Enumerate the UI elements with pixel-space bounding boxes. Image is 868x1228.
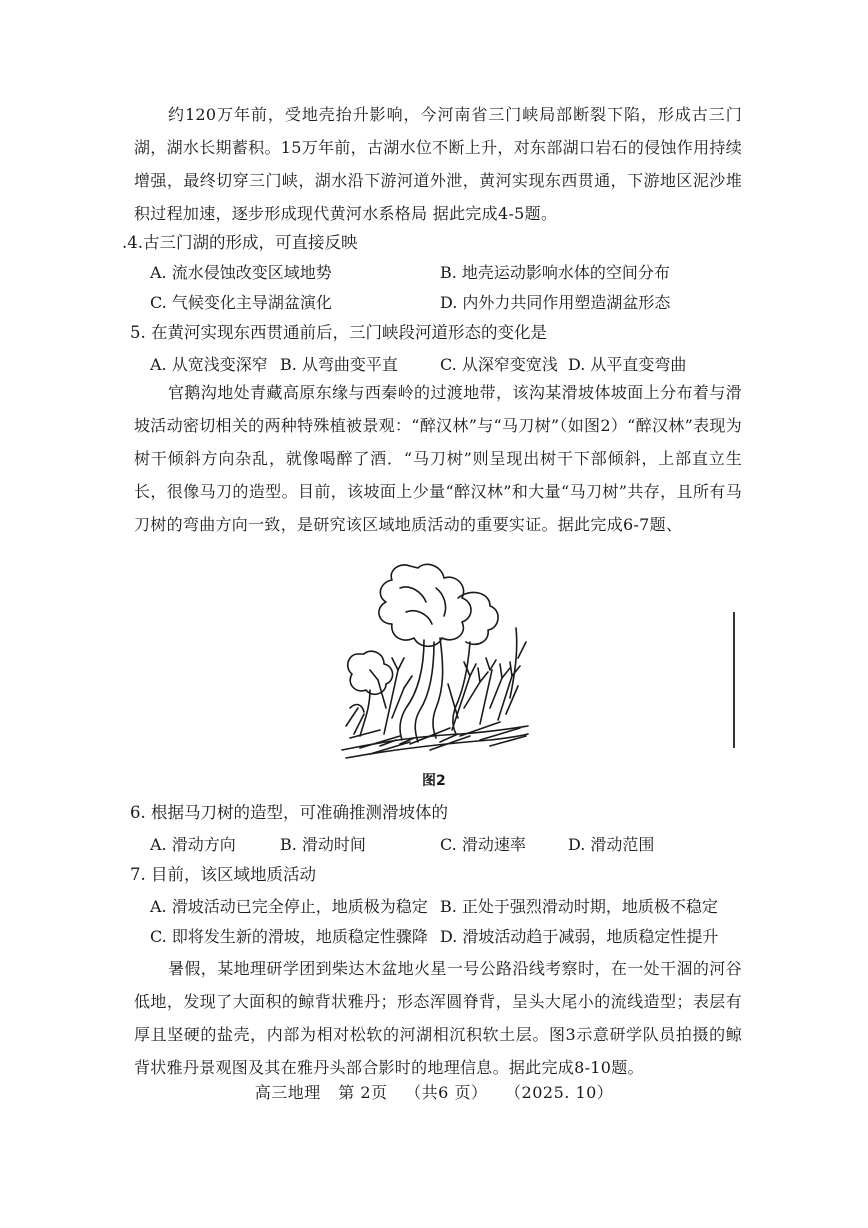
footer-date: （2025. 10） (505, 1083, 614, 1102)
question-5-option-b[interactable]: B. 从弯曲变平直 (280, 355, 398, 374)
passage-sanmen-lake: 约120万年前，受地壳抬升影响，今河南省三门峡局部断裂下陷，形成古三门湖，湖水长期蓄积。15万年前，古湖水位不断上升，对东部湖口岩石的侵蚀作用持续增强，最终切穿三门峡，湖水沿下游河道外泄，黄河实现东西贯通，下游地区泥沙堆积过程加速，逐步形成现代黄河水系格局 据此完成4-5题。 (134, 105, 742, 223)
question-4-option-a[interactable]: A. 流水侵蚀改变区域地势 (150, 263, 332, 282)
question-5-option-c[interactable]: C. 从深窄变宽浅 (440, 355, 558, 374)
question-4-option-b[interactable]: B. 地壳运动影响水体的空间分布 (440, 263, 670, 282)
question-7-option-b[interactable]: B. 正处于强烈滑动时期，地质极不稳定 (440, 897, 718, 916)
passage-landslide-vegetation: 官鹅沟地处青藏高原东缘与西秦岭的过渡地带，该沟某滑坡体坡面上分布着与滑坡活动密切相关的两种特殊植被景观：“醉汉林”与“马刀树”（如图2）“醉汉林”表现为树干倾斜方向杂乱，就像喝醉了酒．“马刀树”则呈现出树干下部倾斜，上部直立生长，很像马刀的造型。目前，该坡面上少量“醉汉林”和大量“马刀树”共存，且所有马刀树的弯曲方向一致，是研究该区域地质活动的重要实证。据此完成6-7题、 (134, 383, 742, 534)
question-4-option-c[interactable]: C. 气候变化主导湖盆演化 (150, 293, 332, 312)
passage-yardang: 暑假，某地理研学团到柴达木盆地火星一号公路沿线考察时，在一处干涸的河谷低地，发现了大面积的鲸背状雅丹；形态浑圆脊背，呈头大尾小的流线造型；表层有厚且坚硬的盐壳，内部为相对松软的河湖相沉积软土层。图3示意研学队员拍摄的鲸背状雅丹景观图及其在雅丹头部合影时的地理信息。据此完成8-10题。 (134, 959, 742, 1077)
question-4-stem: .4.古三门湖的形成，可直接反映 (122, 233, 358, 252)
question-7-option-a[interactable]: A. 滑坡活动已完全停止，地质极为稳定 (150, 897, 428, 916)
question-6-option-a[interactable]: A. 滑动方向 (150, 835, 236, 854)
footer-total-pages: （共6 页） (405, 1083, 488, 1102)
question-7-stem: 7. 目前，该区域地质活动 (130, 865, 316, 884)
footer-page-number: 第 2页 (338, 1083, 388, 1102)
question-6-option-d[interactable]: D. 滑动范围 (568, 835, 655, 854)
question-6-stem: 6. 根据马刀树的造型，可准确推测滑坡体的 (130, 803, 448, 822)
question-5-option-a[interactable]: A. 从宽浅变深窄 (150, 355, 268, 374)
scan-edge-mark (733, 612, 735, 748)
question-5-option-d[interactable]: D. 从平直变弯曲 (568, 355, 687, 374)
question-6-option-c[interactable]: C. 滑动速率 (440, 835, 526, 854)
question-6-option-b[interactable]: B. 滑动时间 (280, 835, 366, 854)
figure-2-caption: 图2 (422, 773, 446, 789)
question-4-option-d[interactable]: D. 内外力共同作用塑造湖盆形态 (440, 293, 671, 312)
question-7-option-c[interactable]: C. 即将发生新的滑坡，地质稳定性骤降 (150, 927, 428, 946)
question-5-stem: 5. 在黄河实现东西贯通前后，三门峡段河道形态的变化是 (130, 323, 547, 342)
figure-2-drunken-and-saber-trees (340, 558, 530, 766)
question-7-option-d[interactable]: D. 滑坡活动趋于减弱，地质稳定性提升 (440, 927, 719, 946)
page-footer (0, 1080, 868, 1103)
footer-subject: 高三地理 (254, 1083, 321, 1102)
